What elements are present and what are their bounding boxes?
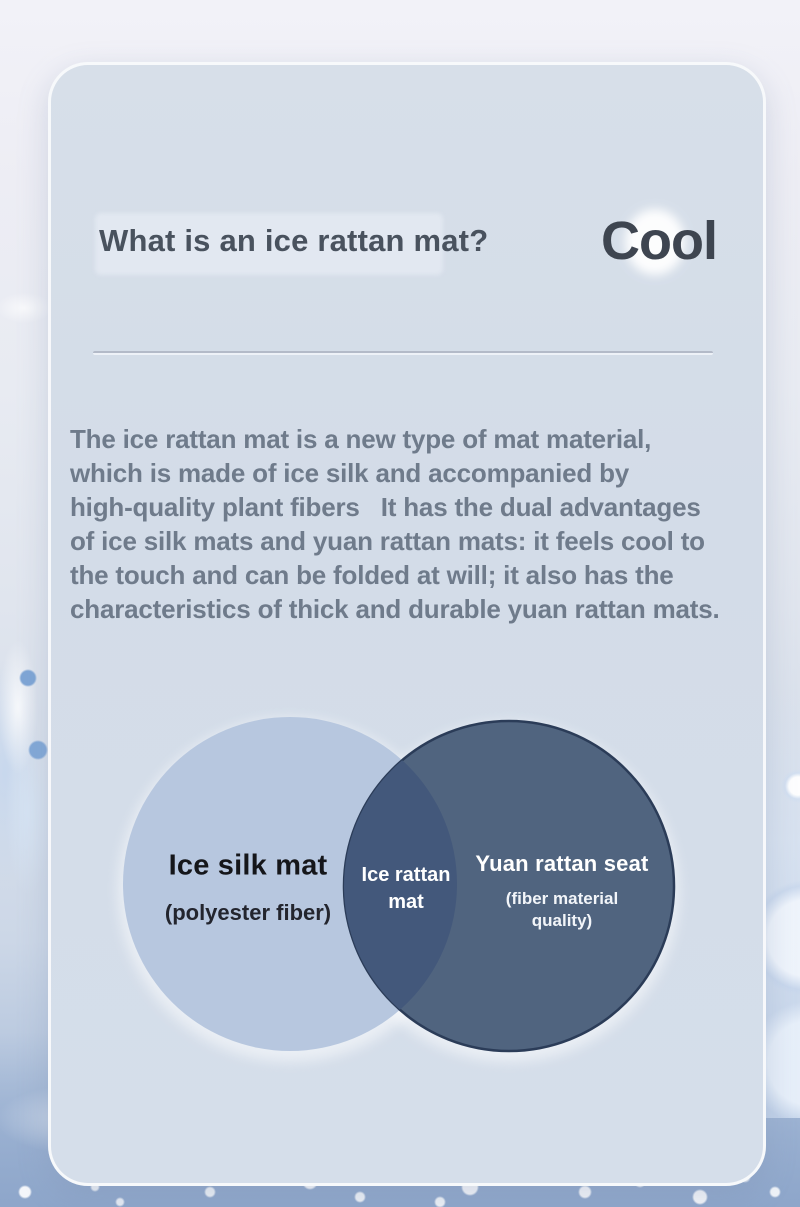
venn-diagram (93, 693, 693, 1073)
intro-line: which is made of ice silk and accompanied by (70, 458, 630, 488)
right-circle-sublabel: (fiber material quality) (505, 888, 619, 930)
page-title: What is an ice rattan mat? (99, 223, 489, 258)
intro-line: of ice silk mats and yuan rattan mats: it feels cool to (70, 526, 705, 556)
divider (93, 351, 713, 355)
intro-line: The ice rattan mat is a new type of mat material, (70, 424, 652, 454)
cool-badge (589, 207, 717, 279)
overlap-label: Ice rattan mat (361, 864, 451, 913)
info-card (48, 62, 766, 1186)
cool-badge-text: Cool (601, 211, 717, 271)
right-circle-label: Yuan rattan seat (475, 851, 649, 876)
intro-line: characteristics of thick and durable yuan rattan mats. (70, 594, 720, 624)
intro-paragraph (70, 422, 720, 626)
intro-line: the touch and can be folded at will; it also has the (70, 560, 674, 590)
intro-line: high-quality plant fibers It has the dual advantages (70, 492, 701, 522)
left-circle-sublabel: (polyester fiber) (164, 900, 332, 925)
left-circle-label: Ice silk mat (168, 849, 328, 882)
